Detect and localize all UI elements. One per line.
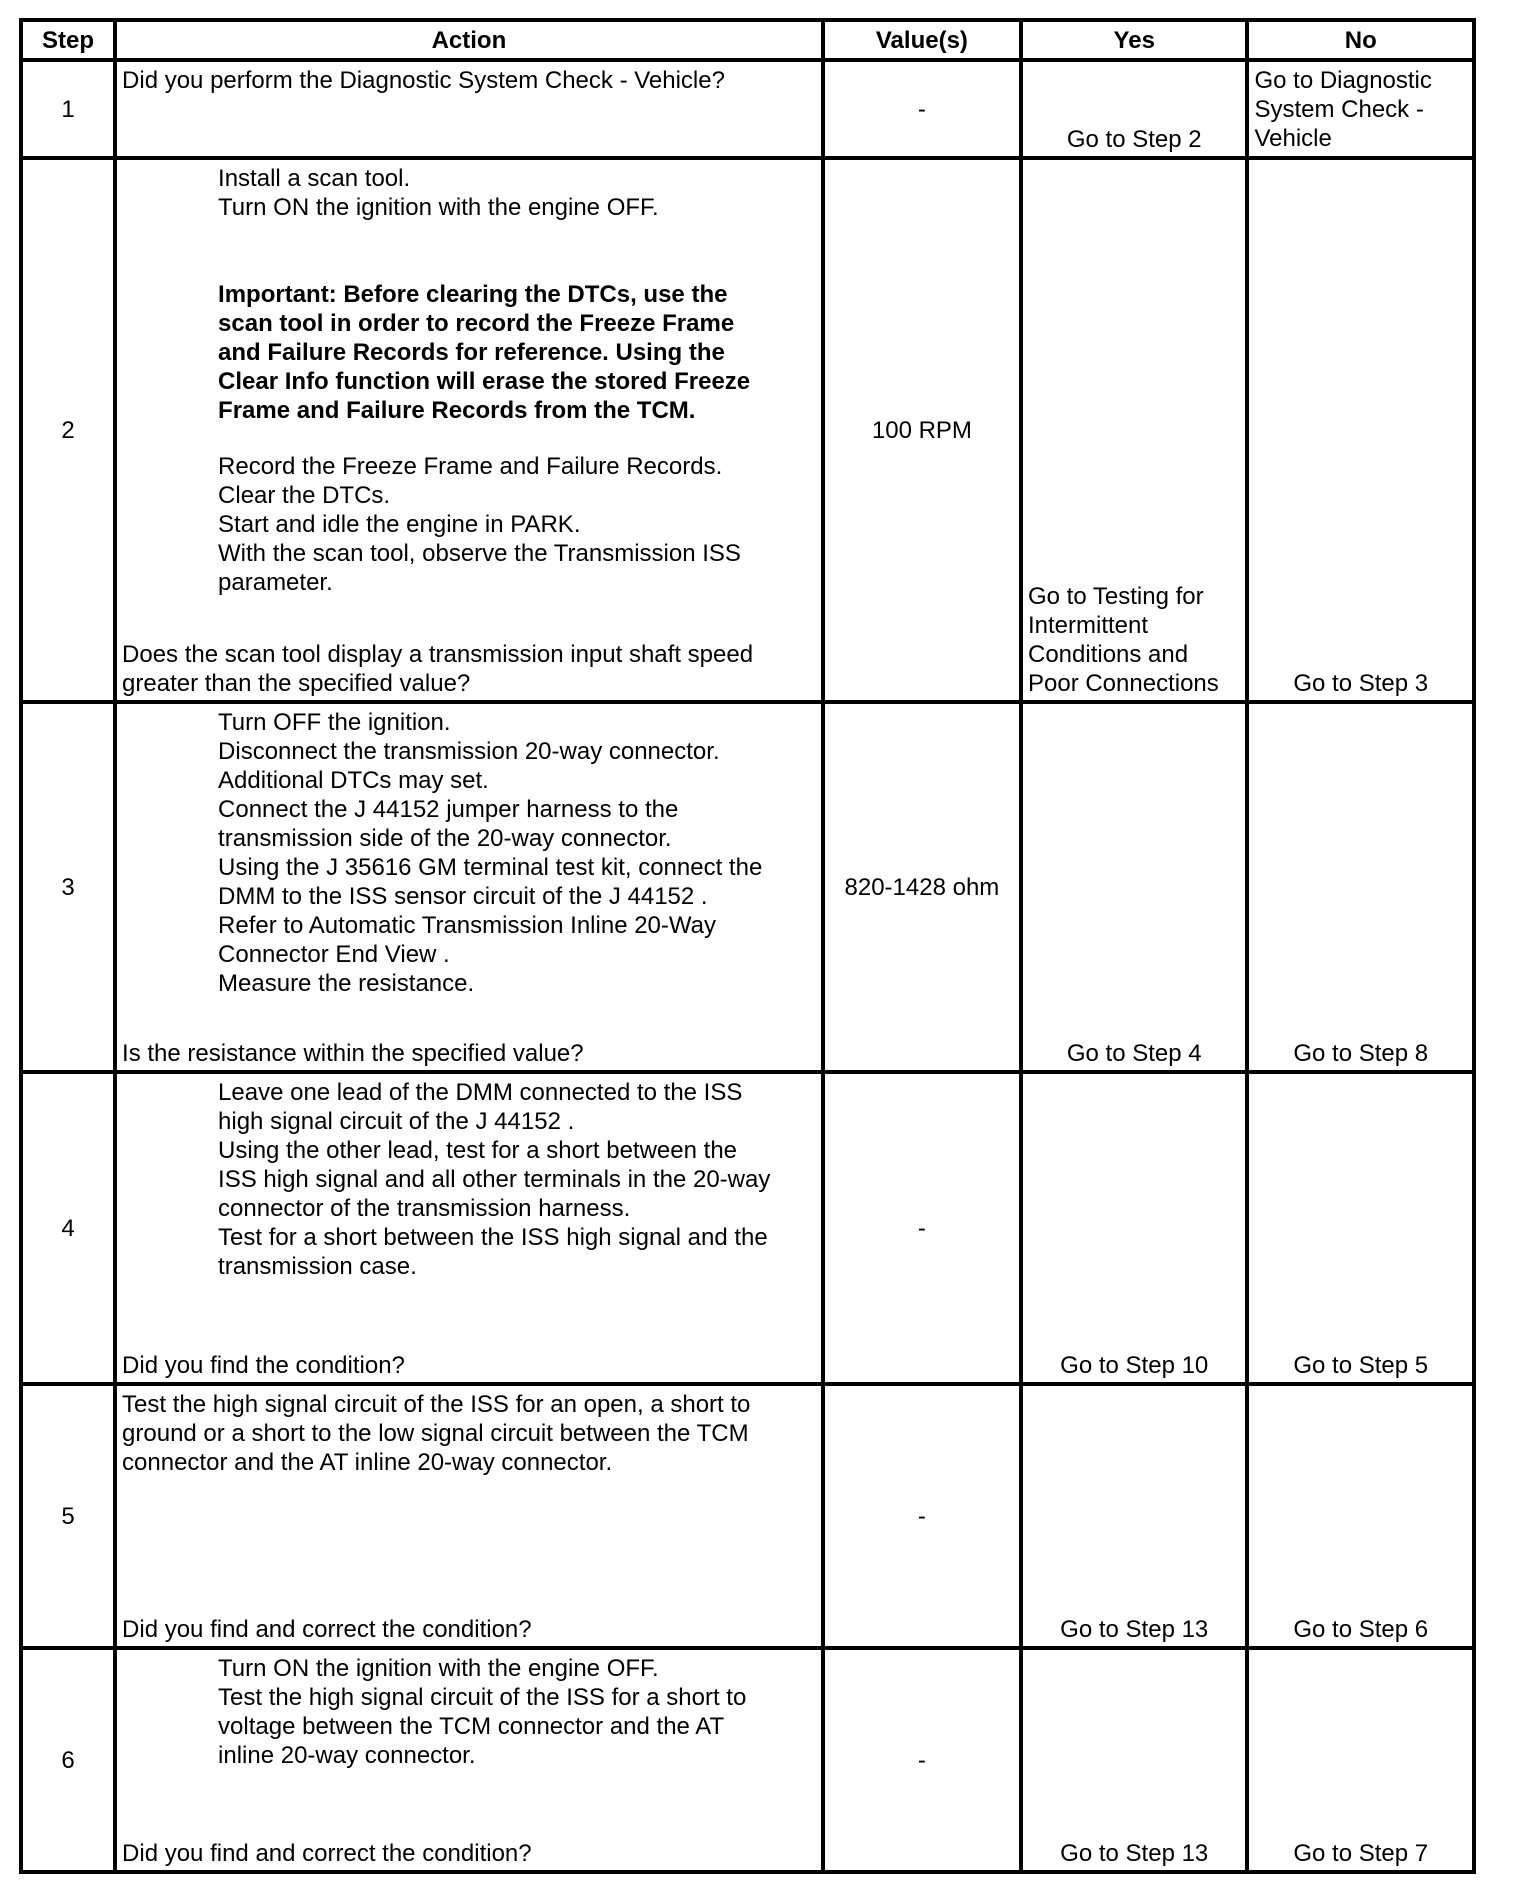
- action-cell: [115, 702, 823, 1072]
- yes-cell: [1021, 1384, 1247, 1648]
- step-number: 1: [21, 60, 115, 158]
- yes-cell: [1021, 158, 1247, 702]
- header-row: [21, 20, 1474, 60]
- table-row-step-2: [21, 158, 1474, 702]
- action-cell: [115, 1384, 823, 1648]
- yes-link[interactable]: Go to Testing for Intermittent Conditions and Poor Connections: [1027, 583, 1219, 697]
- yes-cell: [1021, 702, 1247, 1072]
- no-link[interactable]: Go to Diagnostic System Check - Vehicle: [1254, 67, 1432, 152]
- action-cell: [115, 1648, 823, 1872]
- header-step: Step: [21, 20, 115, 60]
- no-link[interactable]: Go to Step 7: [1293, 1840, 1429, 1867]
- important-note: Important: Before clearing the DTCs, use the scan tool in order to record the Freeze Frame and Failure Records for reference. Using the Clear Info function will erase the stored Freeze Frame and Failure Records from the TCM.: [218, 281, 751, 424]
- yes-link[interactable]: Go to Step 4: [1066, 1040, 1202, 1067]
- no-cell: [1247, 1384, 1474, 1648]
- diagnostic-table-container: [19, 18, 1476, 1874]
- value-cell: -: [823, 1648, 1021, 1872]
- step-number: 6: [21, 1648, 115, 1872]
- yes-cell: [1021, 1072, 1247, 1384]
- action-question: Did you find the condition?: [122, 1352, 405, 1379]
- no-cell: [1247, 1648, 1474, 1872]
- yes-link[interactable]: Go to Step 13: [1060, 1840, 1209, 1867]
- header-values: Value(s): [823, 20, 1021, 60]
- table-row-step-3: [21, 702, 1474, 1072]
- table-row-step-5: [21, 1384, 1474, 1648]
- header-no: No: [1247, 20, 1474, 60]
- no-link[interactable]: Go to Step 8: [1293, 1040, 1429, 1067]
- action-question: Is the resistance within the specified value?: [122, 1040, 584, 1067]
- yes-link[interactable]: Go to Step 2: [1066, 126, 1202, 153]
- header-action: Action: [115, 20, 823, 60]
- no-cell: [1247, 60, 1474, 158]
- value-cell: -: [823, 60, 1021, 158]
- action-cell: [115, 158, 823, 702]
- no-cell: [1247, 1072, 1474, 1384]
- no-link[interactable]: Go to Step 5: [1293, 1352, 1429, 1379]
- value-cell: -: [823, 1072, 1021, 1384]
- action-steps: Install a scan tool. Turn ON the ignition with the engine OFF.: [218, 165, 659, 221]
- step-number: 3: [21, 702, 115, 1072]
- yes-link[interactable]: Go to Step 13: [1060, 1616, 1209, 1643]
- step-number: 2: [21, 158, 115, 702]
- action-question: Does the scan tool display a transmission input shaft speed greater than the specified value?: [122, 641, 754, 697]
- yes-cell: [1021, 60, 1247, 158]
- no-cell: [1247, 702, 1474, 1072]
- action-steps: Test the high signal circuit of the ISS for an open, a short to ground or a short to the low signal circuit between the TCM connector and the AT inline 20-way connector.: [122, 1391, 751, 1476]
- value-cell: 100 RPM: [823, 158, 1021, 702]
- step-number: 5: [21, 1384, 115, 1648]
- action-steps: Turn ON the ignition with the engine OFF. Test the high signal circuit of the ISS for a short to voltage between the TCM connector and the AT inline 20-way connector.: [218, 1655, 747, 1769]
- value-cell: -: [823, 1384, 1021, 1648]
- step-number: 4: [21, 1072, 115, 1384]
- header-yes: Yes: [1021, 20, 1247, 60]
- action-steps: Turn OFF the ignition. Disconnect the transmission 20-way connector. Additional DTCs may set. Connect the J 44152 jumper harness to the transmission side of the 20-way connector. Using the J 35616 GM terminal test kit, connect the DMM to the ISS sensor circuit of the J 44152 . Refer to Automatic Transmission Inline 20-Way Connector End View . Measure the resistance.: [218, 709, 763, 997]
- diagnostic-table: [19, 18, 1476, 1874]
- no-link[interactable]: Go to Step 6: [1293, 1616, 1429, 1643]
- action-cell: [115, 1072, 823, 1384]
- action-question: Did you perform the Diagnostic System Check - Vehicle?: [122, 67, 725, 94]
- no-link[interactable]: Go to Step 3: [1293, 670, 1429, 697]
- action-steps: Leave one lead of the DMM connected to the ISS high signal circuit of the J 44152 . Using the other lead, test for a short between the ISS high signal and all other terminals in the 20-way connector of the transmission harness. Test for a short between the ISS high signal and the transmission case.: [218, 1079, 771, 1280]
- table-row-step-4: [21, 1072, 1474, 1384]
- value-cell: 820-1428 ohm: [823, 702, 1021, 1072]
- table-row-step-6: [21, 1648, 1474, 1872]
- action-cell: [115, 60, 823, 158]
- action-steps: Record the Freeze Frame and Failure Records. Clear the DTCs. Start and idle the engine in PARK. With the scan tool, observe the Transmission ISS parameter.: [218, 453, 741, 596]
- yes-cell: [1021, 1648, 1247, 1872]
- yes-link[interactable]: Go to Step 10: [1060, 1352, 1209, 1379]
- table-row-step-1: [21, 60, 1474, 158]
- no-cell: [1247, 158, 1474, 702]
- action-question: Did you find and correct the condition?: [122, 1840, 532, 1867]
- action-question: Did you find and correct the condition?: [122, 1616, 532, 1643]
